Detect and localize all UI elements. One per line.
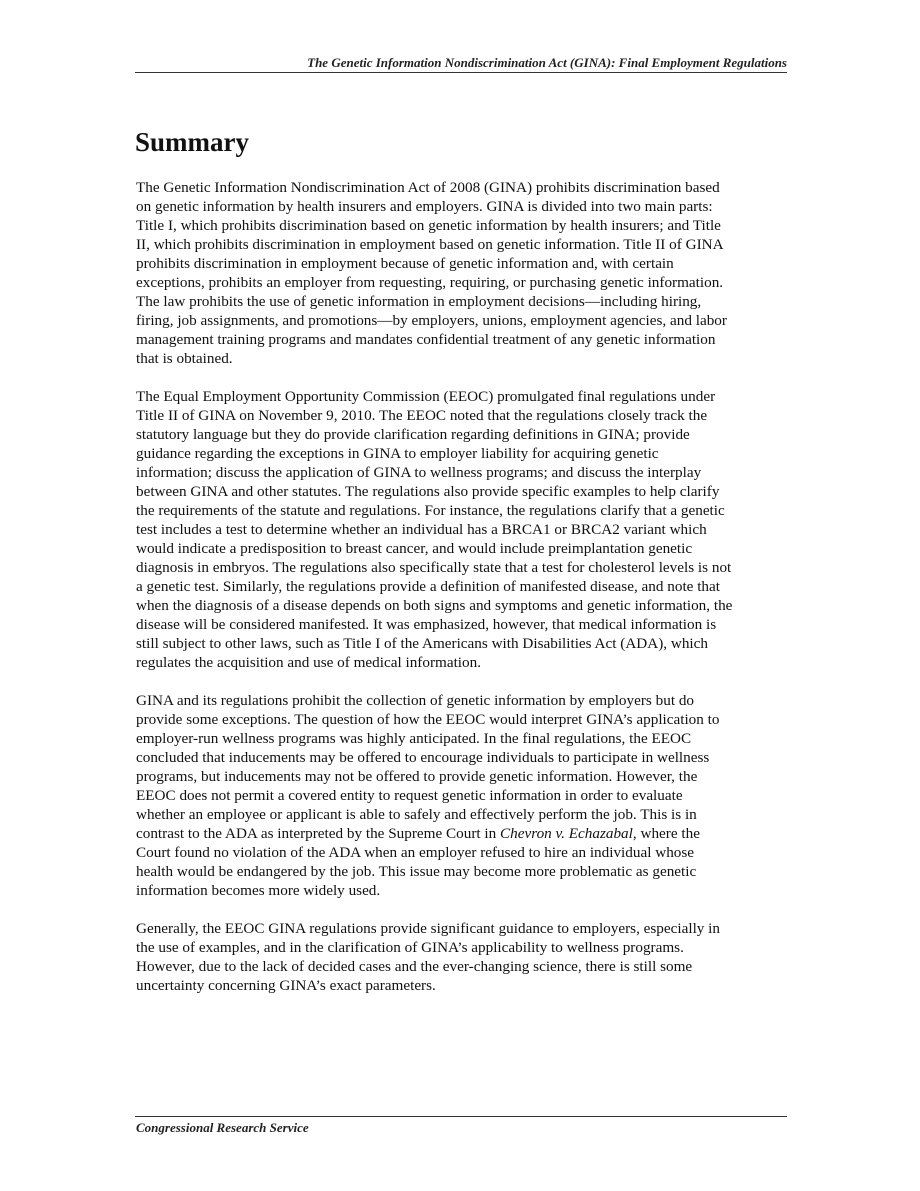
text-line: concluded that inducements may be offered to encourage individuals to participate in wellness xyxy=(136,749,710,766)
text-line: II, which prohibits discrimination in employment based on genetic information. Title II of GINA xyxy=(136,236,724,253)
text-line: a genetic test. Similarly, the regulations provide a definition of manifested disease, and note that xyxy=(136,578,720,595)
text-line: information; discuss the application of GINA to wellness programs; and discuss the interplay xyxy=(136,464,702,481)
text-line: between GINA and other statutes. The regulations also provide specific examples to help clarify xyxy=(136,483,720,500)
text-line: prohibits discrimination in employment because of genetic information and, with certain xyxy=(136,255,674,272)
text-line: information becomes more widely used. xyxy=(136,882,381,899)
text-line: uncertainty concerning GINA’s exact parameters. xyxy=(136,977,436,994)
text-line: exceptions, prohibits an employer from requesting, requiring, or purchasing genetic information. xyxy=(136,274,724,291)
text-line: statutory language but they do provide clarification regarding definitions in GINA; provide xyxy=(136,426,690,443)
summary-body xyxy=(136,178,788,1014)
text-line: Generally, the EEOC GINA regulations provide significant guidance to employers, especially in xyxy=(136,920,720,937)
text-line: programs, but inducements may not be offered to provide genetic information. However, the xyxy=(136,768,698,785)
text-line: The law prohibits the use of genetic information in employment decisions—including hiring, xyxy=(136,293,702,310)
text-line: on genetic information by health insurers and employers. GINA is divided into two main parts: xyxy=(136,198,713,215)
text-line: the requirements of the statute and regulations. For instance, the regulations clarify that a genetic xyxy=(136,502,725,519)
text-line: whether an employee or applicant is able to safely and effectively perform the job. This is in xyxy=(136,806,697,823)
paragraph-3 xyxy=(136,691,788,900)
paragraph-4 xyxy=(136,919,788,995)
paragraph-1 xyxy=(136,178,788,368)
text-line: Title II of GINA on November 9, 2010. The EEOC noted that the regulations closely track the xyxy=(136,407,708,424)
case-line-before: contrast to the ADA as interpreted by the Supreme Court in xyxy=(136,825,501,842)
text-line: management training programs and mandates confidential treatment of any genetic information xyxy=(136,331,716,348)
text-line: regulates the acquisition and use of medical information. xyxy=(136,654,481,671)
text-line: However, due to the lack of decided cases and the ever-changing science, there is still some xyxy=(136,958,693,975)
text-line: employer-run wellness programs was highly anticipated. In the final regulations, the EEOC xyxy=(136,730,692,747)
text-line: health would be endangered by the job. This issue may become more problematic as genetic xyxy=(136,863,697,880)
text-line: firing, job assignments, and promotions—by employers, unions, employment agencies, and labor xyxy=(136,312,727,329)
text-line: guidance regarding the exceptions in GINA to employer liability for acquiring genetic xyxy=(136,445,659,462)
footer-publisher: Congressional Research Service xyxy=(136,1120,309,1135)
text-line: that is obtained. xyxy=(136,350,233,367)
text-line: diagnosis in embryos. The regulations also specifically state that a test for cholesterol levels is not xyxy=(136,559,732,576)
header-rule xyxy=(135,72,787,73)
text-line-with-case xyxy=(136,824,788,843)
text-line: The Genetic Information Nondiscrimination Act of 2008 (GINA) prohibits discrimination based xyxy=(136,179,720,196)
text-line: when the diagnosis of a disease depends on both signs and symptoms and genetic information, the xyxy=(136,597,733,614)
section-title: Summary xyxy=(135,127,249,157)
paragraph-2 xyxy=(136,387,788,672)
text-line: the use of examples, and in the clarification of GINA’s applicability to wellness programs. xyxy=(136,939,684,956)
text-line: disease will be considered manifested. It was emphasized, however, that medical information is xyxy=(136,616,717,633)
text-line: Court found no violation of the ADA when an employer refused to hire an individual whose xyxy=(136,844,695,861)
text-line: still subject to other laws, such as Title I of the Americans with Disabilities Act (ADA), which xyxy=(136,635,708,652)
running-header: The Genetic Information Nondiscrimination Act (GINA): Final Employment Regulations xyxy=(307,55,787,70)
text-line: Title I, which prohibits discrimination based on genetic information by health insurers; and Title xyxy=(136,217,721,234)
text-line: EEOC does not permit a covered entity to request genetic information in order to evaluate xyxy=(136,787,683,804)
case-line-after: , where the xyxy=(632,825,700,842)
text-line: provide some exceptions. The question of how the EEOC would interpret GINA’s application to xyxy=(136,711,720,728)
text-line: test includes a test to determine whether an individual has a BRCA1 or BRCA2 variant which xyxy=(136,521,707,538)
text-line: GINA and its regulations prohibit the collection of genetic information by employers but do xyxy=(136,692,695,709)
footer-rule xyxy=(135,1116,787,1117)
text-line: The Equal Employment Opportunity Commission (EEOC) promulgated final regulations under xyxy=(136,388,716,405)
case-name: Chevron v. Echazabal xyxy=(500,825,633,842)
text-line: would indicate a predisposition to breast cancer, and would include preimplantation genetic xyxy=(136,540,693,557)
